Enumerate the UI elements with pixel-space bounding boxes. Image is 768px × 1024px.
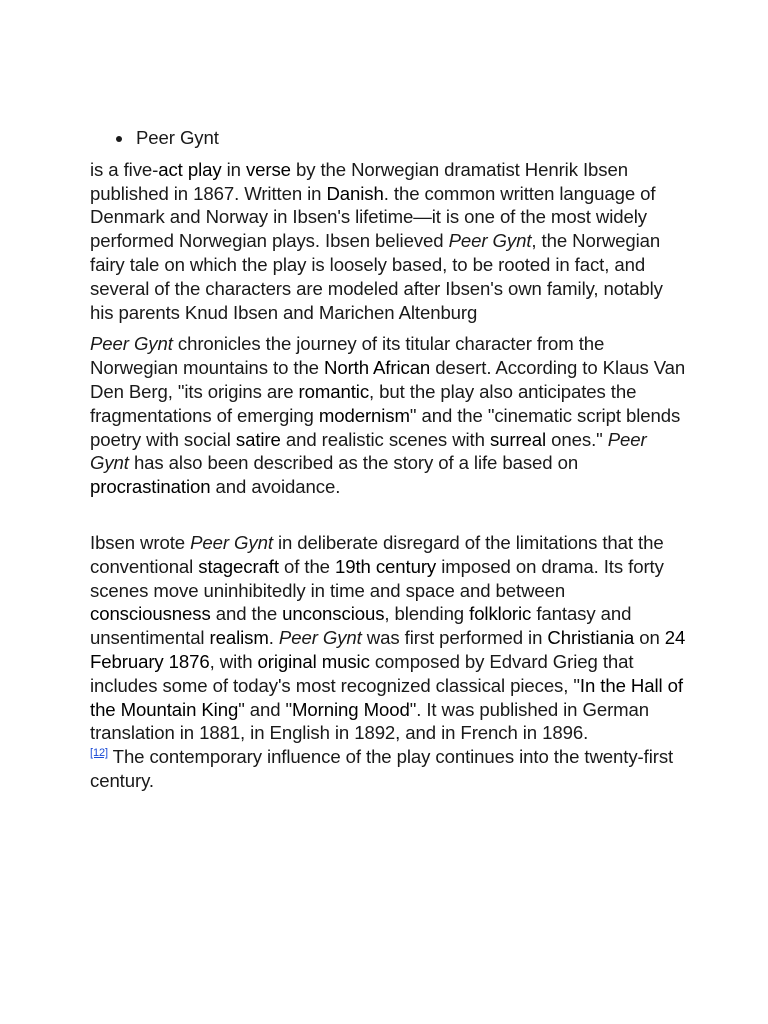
text-span: has also been described as the story of a life based on xyxy=(128,452,579,474)
text-span: on xyxy=(634,627,665,649)
text-span: was first performed in xyxy=(361,627,548,649)
link-19th-century[interactable]: 19th century xyxy=(335,555,437,577)
text-span: in deliberate disregard of the limitations that the conventional xyxy=(90,531,664,577)
link-act[interactable]: act xyxy=(158,158,183,180)
link-realism[interactable]: realism xyxy=(209,627,269,649)
text-span: and the xyxy=(210,603,283,625)
paragraph-intro xyxy=(90,158,690,325)
link-christiania[interactable]: Christiania xyxy=(547,627,635,649)
article-body xyxy=(90,126,690,801)
text-span: composed by Edvard Grieg that includes some of today's most recognized classical pieces, " xyxy=(90,650,634,696)
text-span: of the xyxy=(278,555,335,577)
link-verse[interactable]: verse xyxy=(245,158,291,180)
title-peer-gynt: Peer Gynt xyxy=(278,627,362,649)
link-satire[interactable]: satire xyxy=(235,428,281,450)
link-stagecraft[interactable]: stagecraft xyxy=(198,555,279,577)
text-span: is a five- xyxy=(90,158,159,180)
link-north-african[interactable]: North African xyxy=(324,357,431,379)
link-romantic[interactable]: romantic xyxy=(298,380,370,402)
link-consciousness[interactable]: consciousness xyxy=(90,603,211,625)
text-span: " and the "cinematic script blends poetry with social xyxy=(90,404,681,450)
text-span: ones." xyxy=(546,428,608,450)
link-morning-mood[interactable]: Morning Mood xyxy=(292,698,410,720)
link-danish[interactable]: Danish xyxy=(326,182,384,204)
text-span: " and " xyxy=(238,698,293,720)
text-span: . xyxy=(268,627,279,649)
link-modernism[interactable]: modernism xyxy=(318,404,410,426)
text-span: , but the play also anticipates the fragmentations of emerging xyxy=(90,380,637,426)
title-peer-gynt: Peer Gynt xyxy=(90,333,173,355)
link-play[interactable]: play xyxy=(187,158,222,180)
title-peer-gynt: Peer Gynt xyxy=(90,428,647,474)
link-hall-of-the-mountain-king[interactable]: In the Hall of the Mountain King xyxy=(90,674,683,720)
text-span: in xyxy=(221,158,246,180)
text-span: , the Norwegian fairy tale on which the play is loosely based, to be rooted in fact, and several of the characters are modeled after Ibsen's own family, notably his parents Knud Ibsen and Marichen Altenburg xyxy=(90,230,663,323)
text-span: by the Norwegian dramatist Henrik Ibsen published in 1867. Written in xyxy=(90,158,628,204)
text-span: . the common written language of Denmark and Norway in Ibsen's lifetime—it is one of the most widely performed Norwegian plays. Ibsen believed xyxy=(90,182,656,252)
text-span: and realistic scenes with xyxy=(280,428,490,450)
link-folkloric[interactable]: folkloric xyxy=(469,603,532,625)
text-span: ". It was published in German translation in 1881, in English in 1892, and in French in 1896. xyxy=(90,698,650,744)
text-span: The contemporary influence of the play continues into the twenty-first century. xyxy=(90,746,674,791)
title-peer-gynt: Peer Gynt xyxy=(190,531,273,553)
text-span: imposed on drama. Its forty scenes move uninhibitedly in time and space and between xyxy=(90,555,664,601)
footnote-ref xyxy=(90,747,108,759)
paragraph-composition xyxy=(90,531,690,793)
link-surreal[interactable]: surreal xyxy=(489,428,547,450)
text-span: and avoidance. xyxy=(210,476,341,498)
bullet-list xyxy=(90,126,690,150)
link-procrastination[interactable]: procrastination xyxy=(90,476,211,498)
text-span: , blending xyxy=(384,603,470,625)
link-unconscious[interactable]: unconscious xyxy=(282,603,385,625)
text-span: chronicles the journey of its titular character from the Norwegian mountains to the xyxy=(90,333,605,379)
link-original-music[interactable]: original music xyxy=(257,650,370,672)
paragraph-chronicle xyxy=(90,332,690,499)
title-peer-gynt: Peer Gynt xyxy=(448,230,532,252)
link-premiere-date[interactable]: 24 February 1876 xyxy=(90,627,686,672)
bullet-item-peer-gynt: Peer Gynt xyxy=(112,126,690,150)
footnote-link-12[interactable]: [12] xyxy=(90,747,108,760)
text-span: desert. According to Klaus Van Den Berg, "its origins are xyxy=(90,357,686,402)
text-span: , with xyxy=(209,650,258,672)
text-span: fantasy and unsentimental xyxy=(90,603,632,649)
text-span: Ibsen wrote xyxy=(90,531,191,553)
